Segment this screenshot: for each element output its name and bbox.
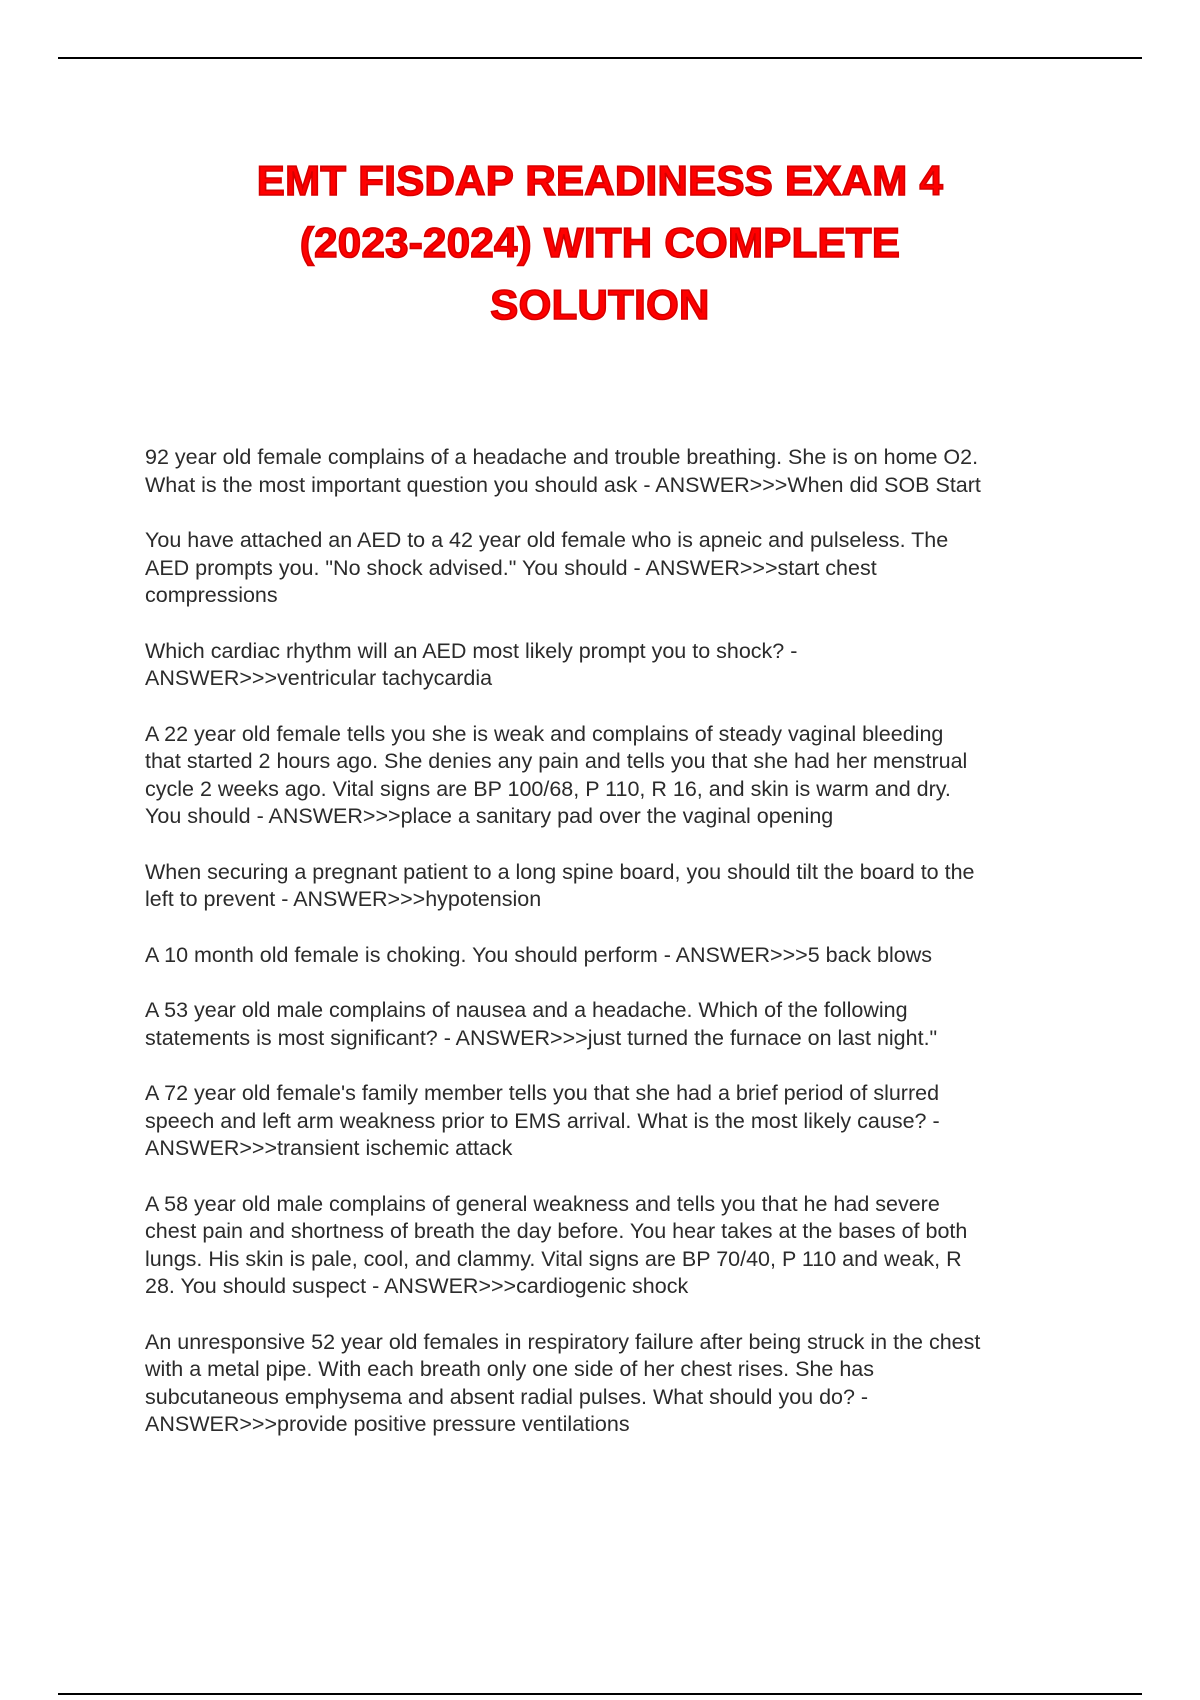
document-title xyxy=(100,150,1100,336)
qa-item-5: When securing a pregnant patient to a long spine board, you should tilt the board to the left to prevent - ANSWER>>>hypotension xyxy=(145,859,975,911)
qa-item-10: An unresponsive 52 year old females in respiratory failure after being struck in the chest with a metal pipe. With each breath only one side of her chest rises. She has subcutaneous emphysema and absent radial pulses. What should you do? - ANSWER>>>provide positive pressure ventilations xyxy=(145,1329,981,1436)
qa-item-2: You have attached an AED to a 42 year old female who is apneic and pulseless. The AED prompts you. "No shock advised." You should - ANSWER>>>start chest compressions xyxy=(145,528,949,607)
qa-item-4: A 22 year old female tells you she is weak and complains of steady vaginal bleeding that started 2 hours ago. She denies any pain and tells you that she had her menstrual cycle 2 weeks ago. Vital signs are BP 100/68, P 110, R 16, and skin is warm and dry. You should - ANSWER>>>place a sanitary pad over the vaginal opening xyxy=(145,721,968,828)
qa-item-3: Which cardiac rhythm will an AED most likely prompt you to shock? - ANSWER>>>ventricular tachycardia xyxy=(145,638,798,690)
bottom-horizontal-rule xyxy=(58,1693,1142,1695)
qa-item-8: A 72 year old female's family member tells you that she had a brief period of slurred speech and left arm weakness prior to EMS arrival. What is the most likely cause? - ANSWER>>>transient ischemic attack xyxy=(145,1081,940,1160)
qa-item-7: A 53 year old male complains of nausea and a headache. Which of the following statements is most significant? - ANSWER>>>just turned the furnace on last night." xyxy=(145,998,938,1050)
qa-item-9: A 58 year old male complains of general weakness and tells you that he had severe chest pain and shortness of breath the day before. You hear takes at the bases of both lungs. His skin is pale, cool, and clammy. Vital signs are BP 70/40, P 110 and weak, R 28. You should suspect - ANSWER>>>cardiogenic shock xyxy=(145,1191,968,1298)
qa-item-1: 92 year old female complains of a headache and trouble breathing. She is on home O2. What is the most important question you should ask - ANSWER>>>When did SOB Start xyxy=(145,445,981,497)
top-horizontal-rule xyxy=(58,57,1142,59)
title-line-1: EMT FISDAP READINESS EXAM 4 xyxy=(256,157,944,204)
question-answer-list xyxy=(145,444,1105,1467)
qa-item-6: A 10 month old female is choking. You should perform - ANSWER>>>5 back blows xyxy=(145,942,932,967)
title-line-2: (2023-2024) WITH COMPLETE xyxy=(299,219,901,266)
title-line-3: SOLUTION xyxy=(490,281,710,328)
